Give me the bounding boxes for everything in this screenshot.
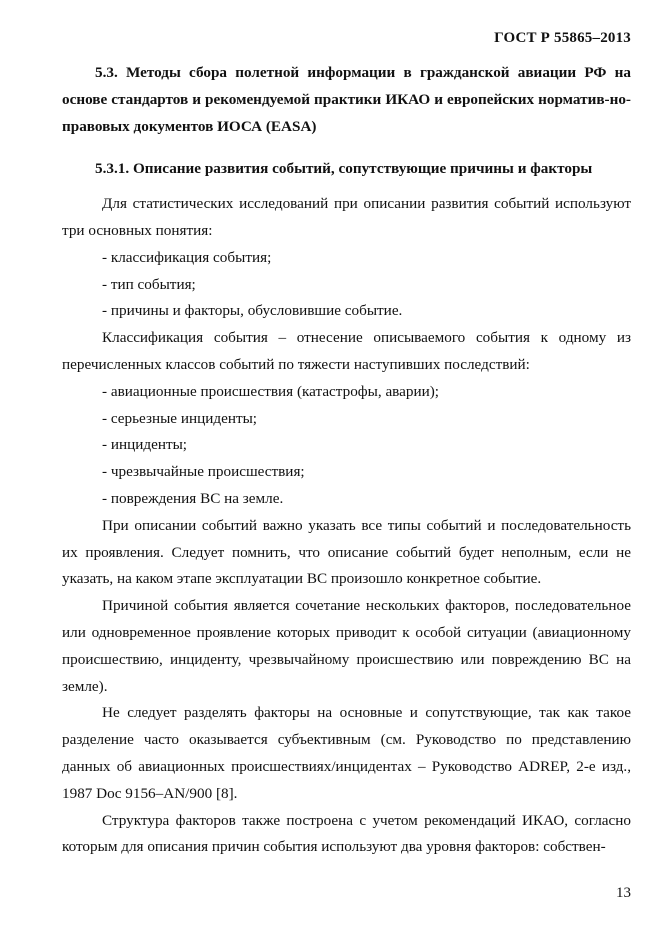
paragraph: Классификация события – отнесение описываемого события к одному из перечисленных классов событий по тяжести наступивших последствий: — [62, 329, 631, 373]
paragraph: Структура факторов также построена с учетом рекомендаций ИКАО, согласно которым для описания причин события используют два уровня факторов: собствен- — [62, 811, 631, 856]
list-item: - тип события; — [102, 275, 196, 293]
paragraph: Причиной события является сочетание нескольких факторов, последовательное или одновременное проявление которых приводит к особой ситуации (авиационному происшествию, инциденту, чрезвычайному происшествию или повреждению ВС на земле). — [62, 597, 631, 695]
list-item: - классификация события; — [102, 248, 272, 266]
list-item: - повреждения ВС на земле. — [102, 489, 284, 507]
list-item: - инциденты; — [102, 436, 188, 454]
section-heading: 5.3. Методы сбора полетной информации в гражданской авиации РФ на основе стандартов и рекомендуемой практики ИКАО и европейских норматив-но-правовых документов ИОСА (EASA) — [62, 64, 631, 135]
paragraph: Для статистических исследований при описании развития событий используют три основных понятия: — [62, 195, 631, 239]
paragraph: При описании событий важно указать все типы событий и последовательность их проявления. Следует помнить, что описание событий будет неполным, если не указать, на каком этапе эксплуатации ВС произошло конкретное событие. — [62, 516, 631, 588]
paragraph: Не следует разделять факторы на основные и сопутствующие, так как такое разделение часто оказывается субъективным (см. Руководство по представлению данных об авиационных происшествиях/инцидентах – Руководство ADREP, 2-е изд., 1987 Doc 9156–AN/900 [8]. — [62, 704, 631, 802]
list-item: - серьезные инциденты; — [102, 409, 258, 427]
list-item: - причины и факторы, обусловившие событие. — [102, 302, 403, 320]
document-code-header: ГОСТ Р 55865–2013 — [494, 30, 631, 46]
list-item: - авиационные происшествия (катастрофы, аварии); — [102, 382, 440, 400]
page-content — [62, 60, 631, 861]
list-item: - чрезвычайные происшествия; — [102, 463, 305, 481]
subsection-heading: 5.3.1. Описание развития событий, сопутствующие причины и факторы — [95, 160, 593, 178]
page-number: 13 — [616, 885, 631, 901]
